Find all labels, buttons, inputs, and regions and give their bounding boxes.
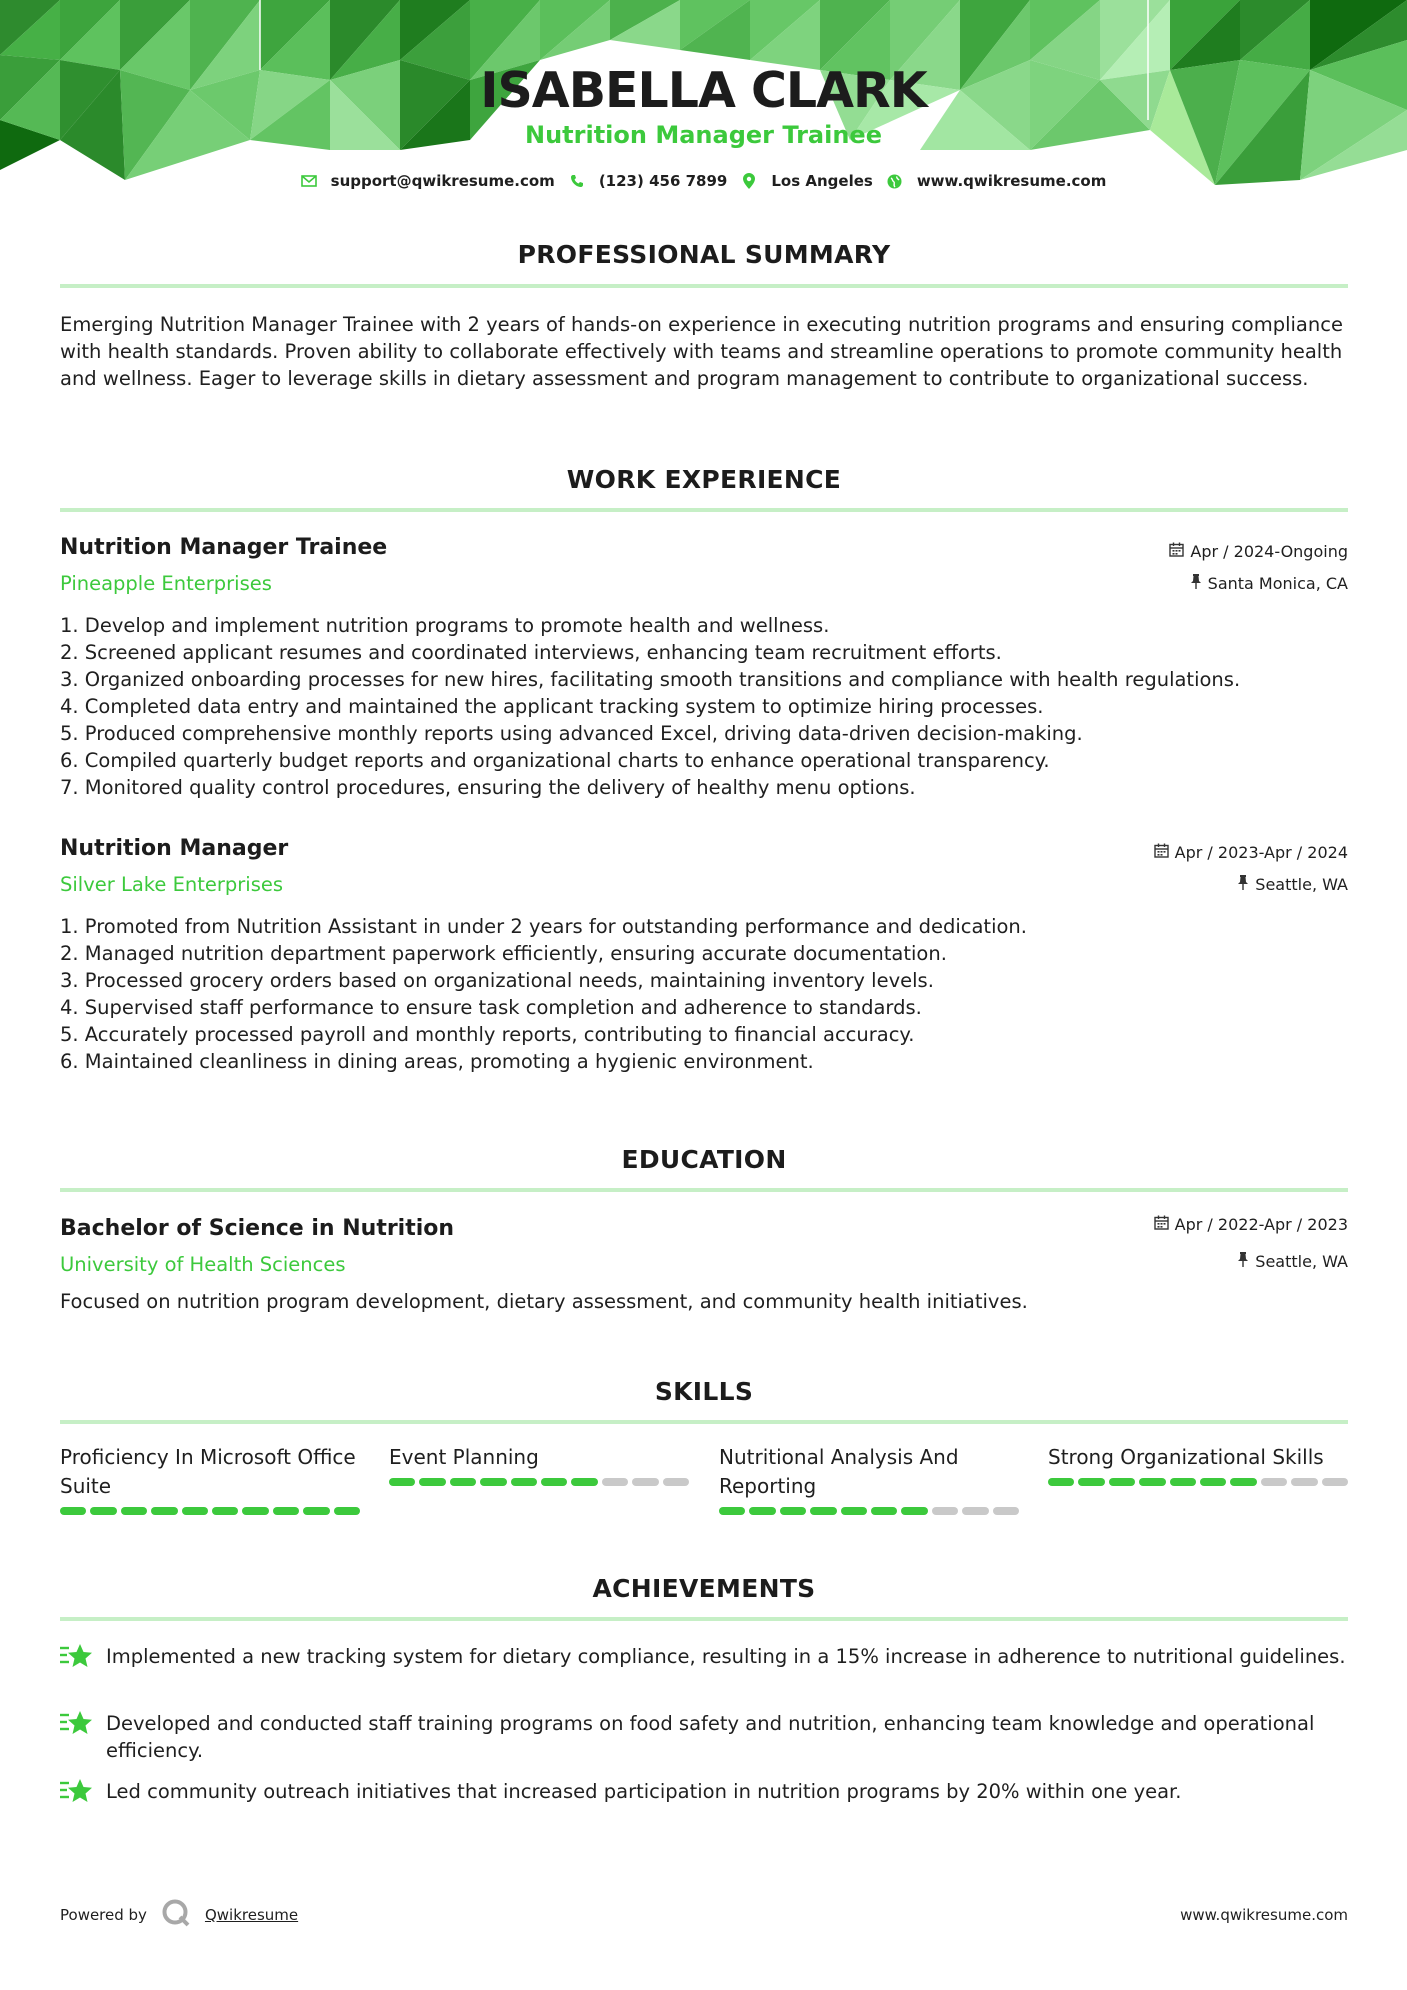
achievement-item — [60, 1778, 1348, 1812]
star-icon — [60, 1642, 94, 1677]
map-pin-icon — [741, 173, 757, 189]
skill-segment — [1261, 1478, 1287, 1486]
skill-segment — [1291, 1478, 1317, 1486]
skill-name: Strong Organizational Skills — [1048, 1445, 1324, 1469]
contact-bar — [0, 172, 1407, 190]
skill-segment — [571, 1478, 597, 1486]
contact-location — [741, 172, 872, 190]
skill-name: Nutritional Analysis And Reporting — [719, 1445, 959, 1498]
job-bullets — [60, 913, 1348, 1075]
skill-segment — [182, 1507, 208, 1515]
skill-segment — [810, 1507, 836, 1515]
skill-segment — [632, 1478, 658, 1486]
star-icon — [60, 1709, 94, 1764]
calendar-icon — [1154, 1215, 1169, 1234]
calendar-icon — [1154, 843, 1169, 862]
skill-level-bar — [60, 1507, 360, 1515]
skill-segment — [1230, 1478, 1256, 1486]
skill-segment — [602, 1478, 628, 1486]
qwikresume-logo-icon — [161, 1898, 191, 1932]
calendar-icon — [1169, 542, 1184, 561]
list-item: 1. Promoted from Nutrition Assistant in under 2 years for outstanding performance and dedication. — [60, 915, 1027, 938]
achievements-heading: ACHIEVEMENTS — [592, 1574, 816, 1603]
section-divider — [60, 284, 1348, 288]
powered-by-label: Powered by — [60, 1906, 147, 1924]
qwikresume-link[interactable]: Qwikresume — [204, 1906, 299, 1924]
achievement-text: Developed and conducted staff training programs on food safety and nutrition, enhancing team knowledge and operational efficiency. — [106, 1712, 1315, 1762]
skills-heading: SKILLS — [654, 1377, 754, 1406]
skill-segment — [1109, 1478, 1135, 1486]
pushpin-icon — [1237, 875, 1249, 894]
pushpin-icon — [1190, 574, 1202, 593]
job-date: Apr / 2024-Ongoing — [1169, 542, 1348, 561]
skill-item — [1048, 1443, 1348, 1486]
skill-segment — [389, 1478, 415, 1486]
skill-segment — [719, 1507, 745, 1515]
contact-phone[interactable] — [569, 172, 728, 190]
section-divider — [60, 508, 1348, 512]
skill-item — [60, 1443, 360, 1515]
contact-location-text: Los Angeles — [771, 172, 873, 190]
list-item: 2. Managed nutrition department paperwork efficiently, ensuring accurate documentation. — [60, 942, 947, 965]
skill-segment — [212, 1507, 238, 1515]
envelope-icon — [301, 173, 317, 189]
skill-segment — [871, 1507, 897, 1515]
list-item: 5. Produced comprehensive monthly reports using advanced Excel, driving data-driven decision-making. — [60, 722, 1083, 745]
job-bullets — [60, 612, 1348, 801]
skill-segment — [121, 1507, 147, 1515]
achievement-text: Led community outreach initiatives that increased participation in nutrition programs by 20% within one year. — [106, 1780, 1182, 1803]
job-company: Silver Lake Enterprises — [60, 873, 284, 896]
skill-segment — [780, 1507, 806, 1515]
candidate-name: ISABELLA CLARK — [480, 62, 927, 119]
skill-segment — [541, 1478, 567, 1486]
job-location: Santa Monica, CA — [1190, 574, 1348, 593]
education-date: Apr / 2022-Apr / 2023 — [1154, 1215, 1348, 1234]
education-location: Seattle, WA — [1237, 1252, 1348, 1271]
skill-segment — [450, 1478, 476, 1486]
list-item: 6. Compiled quarterly budget reports and organizational charts to enhance operational transparency. — [60, 749, 1050, 772]
skill-segment — [151, 1507, 177, 1515]
phone-icon — [569, 173, 585, 189]
job-date: Apr / 2023-Apr / 2024 — [1154, 843, 1348, 862]
list-item: 4. Completed data entry and maintained the applicant tracking system to optimize hiring processes. — [60, 695, 1044, 718]
skill-segment — [480, 1478, 506, 1486]
skill-segment — [993, 1507, 1019, 1515]
skill-name: Proficiency In Microsoft Office Suite — [60, 1445, 356, 1498]
skill-level-bar — [389, 1478, 689, 1486]
skill-name: Event Planning — [389, 1445, 539, 1469]
skill-segment — [901, 1507, 927, 1515]
list-item: 6. Maintained cleanliness in dining areas, promoting a hygienic environment. — [60, 1050, 814, 1073]
list-item: 3. Organized onboarding processes for new hires, facilitating smooth transitions and compliance with health regulations. — [60, 668, 1241, 691]
experience-heading: WORK EXPERIENCE — [566, 465, 842, 494]
contact-email[interactable] — [301, 172, 555, 190]
achievement-item — [60, 1643, 1348, 1677]
list-item: 2. Screened applicant resumes and coordinated interviews, enhancing team recruitment efforts. — [60, 641, 1002, 664]
skill-segment — [242, 1507, 268, 1515]
footer-powered-by — [60, 1898, 298, 1932]
skill-item — [389, 1443, 689, 1486]
skill-segment — [841, 1507, 867, 1515]
skill-segment — [334, 1507, 360, 1515]
star-icon — [60, 1777, 94, 1812]
candidate-title: Nutrition Manager Trainee — [525, 121, 882, 149]
globe-icon — [887, 173, 903, 189]
skill-segment — [303, 1507, 329, 1515]
section-divider — [60, 1617, 1348, 1621]
pushpin-icon — [1237, 1252, 1249, 1271]
job-title: Nutrition Manager Trainee — [60, 535, 388, 560]
list-item: 7. Monitored quality control procedures, ensuring the delivery of healthy menu options. — [60, 776, 916, 799]
skill-item — [719, 1443, 1019, 1515]
education-heading: EDUCATION — [621, 1145, 787, 1174]
section-divider — [60, 1420, 1348, 1424]
skill-segment — [1170, 1478, 1196, 1486]
achievement-text: Implemented a new tracking system for dietary compliance, resulting in a 15% increase in adherence to nutritional guidelines. — [106, 1645, 1346, 1668]
skill-segment — [60, 1507, 86, 1515]
achievement-item — [60, 1710, 1348, 1764]
summary-heading: PROFESSIONAL SUMMARY — [517, 240, 891, 269]
list-item: 5. Accurately processed payroll and monthly reports, contributing to financial accuracy. — [60, 1023, 915, 1046]
job-company: Pineapple Enterprises — [60, 572, 272, 595]
contact-phone-text: (123) 456 7899 — [598, 172, 728, 190]
skill-segment — [1078, 1478, 1104, 1486]
job-location: Seattle, WA — [1237, 875, 1348, 894]
skill-segment — [90, 1507, 116, 1515]
skill-segment — [1322, 1478, 1348, 1486]
education-description: Focused on nutrition program development, dietary assessment, and community health initiatives. — [60, 1290, 1028, 1313]
summary-text: Emerging Nutrition Manager Trainee with 2 years of hands-on experience in executing nutrition programs and ensuring compliance with health standards. Proven ability to collaborate effectively with teams and streamline operations to promote community health and wellness. Eager to leverage skills in dietary assessment and program management to contribute to organizational success. — [60, 313, 1343, 390]
job-title: Nutrition Manager — [60, 836, 289, 861]
contact-website[interactable] — [887, 172, 1107, 190]
skill-segment — [511, 1478, 537, 1486]
list-item: 3. Processed grocery orders based on organizational needs, maintaining inventory levels. — [60, 969, 934, 992]
contact-email-text: support@qwikresume.com — [330, 172, 555, 190]
section-divider — [60, 1188, 1348, 1192]
skill-segment — [663, 1478, 689, 1486]
list-item: 1. Develop and implement nutrition programs to promote health and wellness. — [60, 614, 830, 637]
skill-level-bar — [719, 1507, 1019, 1515]
skill-segment — [273, 1507, 299, 1515]
skill-segment — [1200, 1478, 1226, 1486]
list-item: 4. Supervised staff performance to ensure task completion and adherence to standards. — [60, 996, 922, 1019]
contact-website-text: www.qwikresume.com — [916, 172, 1107, 190]
skill-segment — [962, 1507, 988, 1515]
skill-segment — [932, 1507, 958, 1515]
skill-segment — [1139, 1478, 1165, 1486]
skill-segment — [419, 1478, 445, 1486]
skill-segment — [1048, 1478, 1074, 1486]
education-school: University of Health Sciences — [60, 1253, 346, 1276]
footer-url[interactable]: www.qwikresume.com — [1180, 1906, 1348, 1924]
skill-level-bar — [1048, 1478, 1348, 1486]
skill-segment — [749, 1507, 775, 1515]
education-degree: Bachelor of Science in Nutrition — [60, 1216, 455, 1241]
